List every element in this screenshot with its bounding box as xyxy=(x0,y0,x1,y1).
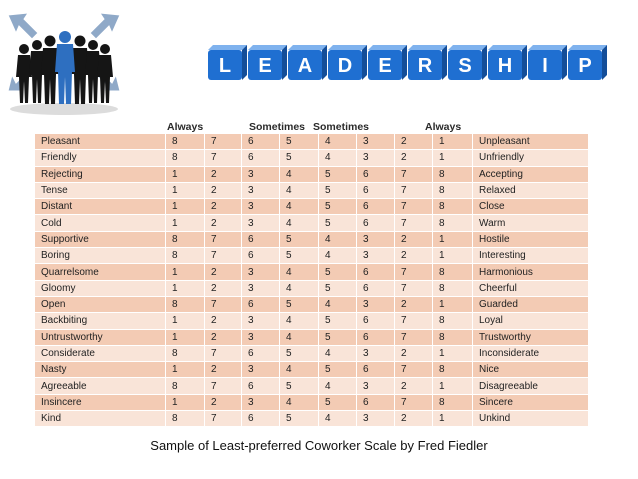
banner-letter: E xyxy=(258,55,272,77)
score-cell: 5 xyxy=(319,166,357,182)
score-cell: 7 xyxy=(395,182,433,198)
table-row xyxy=(35,345,589,361)
score-cell: 3 xyxy=(357,248,395,264)
score-cell: 2 xyxy=(205,215,242,231)
banner-letter: H xyxy=(497,55,513,77)
score-cell: 1 xyxy=(166,280,205,296)
table-row xyxy=(35,150,589,166)
score-cell: 4 xyxy=(280,362,319,378)
right-adjective: Guarded xyxy=(473,296,589,312)
score-cell: 6 xyxy=(242,345,280,361)
score-cell: 7 xyxy=(205,296,242,312)
score-cell: 4 xyxy=(319,150,357,166)
table-row xyxy=(35,411,589,427)
score-cell: 6 xyxy=(357,264,395,280)
score-cell: 2 xyxy=(205,280,242,296)
header-always-left: Always xyxy=(167,121,204,133)
right-adjective: Unpleasant xyxy=(473,134,589,150)
right-adjective: Loyal xyxy=(473,313,589,329)
score-cell: 5 xyxy=(280,378,319,394)
score-cell: 4 xyxy=(280,313,319,329)
score-cell: 5 xyxy=(319,313,357,329)
score-cell: 1 xyxy=(166,166,205,182)
left-adjective: Open xyxy=(35,296,166,312)
table-row xyxy=(35,199,589,215)
table-row xyxy=(35,134,589,150)
score-cell: 3 xyxy=(357,150,395,166)
score-cell: 7 xyxy=(205,134,242,150)
score-cell: 3 xyxy=(357,134,395,150)
table-row xyxy=(35,280,589,296)
score-cell: 8 xyxy=(433,166,473,182)
score-cell: 3 xyxy=(242,199,280,215)
score-cell: 2 xyxy=(395,134,433,150)
table-row xyxy=(35,329,589,345)
score-cell: 1 xyxy=(433,378,473,394)
right-adjective: Harmonious xyxy=(473,264,589,280)
score-cell: 1 xyxy=(166,264,205,280)
score-cell: 4 xyxy=(319,231,357,247)
banner-letter: E xyxy=(378,55,392,77)
score-cell: 6 xyxy=(357,182,395,198)
score-cell: 1 xyxy=(433,231,473,247)
left-adjective: Considerate xyxy=(35,345,166,361)
left-adjective: Kind xyxy=(35,411,166,427)
score-cell: 4 xyxy=(280,182,319,198)
score-cell: 5 xyxy=(280,134,319,150)
left-adjective: Boring xyxy=(35,248,166,264)
score-cell: 2 xyxy=(205,166,242,182)
score-cell: 3 xyxy=(242,182,280,198)
score-cell: 3 xyxy=(357,296,395,312)
score-cell: 8 xyxy=(166,134,205,150)
score-cell: 6 xyxy=(357,199,395,215)
score-cell: 5 xyxy=(319,199,357,215)
score-cell: 2 xyxy=(395,296,433,312)
score-cell: 1 xyxy=(166,394,205,410)
score-cell: 7 xyxy=(395,264,433,280)
left-adjective: Insincere xyxy=(35,394,166,410)
right-adjective: Sincere xyxy=(473,394,589,410)
letter-cube xyxy=(328,45,367,80)
score-cell: 3 xyxy=(242,313,280,329)
score-cell: 5 xyxy=(280,345,319,361)
right-adjective: Relaxed xyxy=(473,182,589,198)
left-adjective: Friendly xyxy=(35,150,166,166)
score-cell: 4 xyxy=(280,394,319,410)
letter-cube xyxy=(208,45,247,80)
score-cell: 4 xyxy=(280,166,319,182)
scale-header xyxy=(34,121,588,133)
table-row xyxy=(35,313,589,329)
score-cell: 5 xyxy=(319,280,357,296)
score-cell: 6 xyxy=(242,378,280,394)
score-cell: 4 xyxy=(280,280,319,296)
score-cell: 3 xyxy=(242,264,280,280)
score-cell: 4 xyxy=(280,215,319,231)
banner-letter: L xyxy=(218,55,232,77)
score-cell: 2 xyxy=(205,329,242,345)
score-cell: 8 xyxy=(433,313,473,329)
header-sometimes-1: Sometimes xyxy=(249,121,306,133)
score-cell: 7 xyxy=(205,248,242,264)
score-cell: 2 xyxy=(205,264,242,280)
banner-letter: S xyxy=(458,55,472,77)
score-cell: 8 xyxy=(433,362,473,378)
score-cell: 6 xyxy=(357,280,395,296)
score-cell: 5 xyxy=(280,411,319,427)
left-adjective: Backbiting xyxy=(35,313,166,329)
score-cell: 5 xyxy=(319,394,357,410)
score-cell: 2 xyxy=(205,362,242,378)
banner-letter: R xyxy=(417,55,433,77)
score-cell: 2 xyxy=(395,150,433,166)
business-team-illustration xyxy=(8,5,120,115)
score-cell: 6 xyxy=(357,313,395,329)
score-cell: 4 xyxy=(319,248,357,264)
score-cell: 1 xyxy=(433,345,473,361)
score-cell: 1 xyxy=(433,296,473,312)
score-cell: 6 xyxy=(242,411,280,427)
score-cell: 7 xyxy=(395,362,433,378)
table-row xyxy=(35,378,589,394)
score-cell: 1 xyxy=(433,248,473,264)
score-cell: 3 xyxy=(242,394,280,410)
score-cell: 6 xyxy=(357,166,395,182)
letter-cube xyxy=(528,45,567,80)
score-cell: 1 xyxy=(166,182,205,198)
score-cell: 1 xyxy=(166,215,205,231)
score-cell: 8 xyxy=(433,199,473,215)
score-cell: 6 xyxy=(242,231,280,247)
right-adjective: Close xyxy=(473,199,589,215)
letter-cube xyxy=(248,45,287,80)
score-cell: 4 xyxy=(280,329,319,345)
score-cell: 6 xyxy=(357,394,395,410)
left-adjective: Agreeable xyxy=(35,378,166,394)
right-adjective: Unfriendly xyxy=(473,150,589,166)
score-cell: 6 xyxy=(242,150,280,166)
score-cell: 3 xyxy=(242,329,280,345)
right-adjective: Hostile xyxy=(473,231,589,247)
banner-letter: I xyxy=(542,55,548,77)
score-cell: 8 xyxy=(166,411,205,427)
score-cell: 6 xyxy=(242,248,280,264)
score-cell: 6 xyxy=(242,296,280,312)
score-cell: 8 xyxy=(166,345,205,361)
score-cell: 8 xyxy=(166,378,205,394)
left-adjective: Tense xyxy=(35,182,166,198)
score-cell: 1 xyxy=(166,362,205,378)
header-always-right: Always xyxy=(425,121,462,133)
score-cell: 8 xyxy=(433,264,473,280)
score-cell: 1 xyxy=(433,150,473,166)
score-cell: 7 xyxy=(395,199,433,215)
score-cell: 3 xyxy=(242,215,280,231)
score-cell: 7 xyxy=(395,329,433,345)
score-cell: 8 xyxy=(433,394,473,410)
letter-cube xyxy=(488,45,527,80)
score-cell: 2 xyxy=(395,378,433,394)
score-cell: 2 xyxy=(395,411,433,427)
right-adjective: Cheerful xyxy=(473,280,589,296)
left-adjective: Rejecting xyxy=(35,166,166,182)
letter-cube xyxy=(368,45,407,80)
table-row xyxy=(35,296,589,312)
score-cell: 6 xyxy=(357,215,395,231)
right-adjective: Accepting xyxy=(473,166,589,182)
score-cell: 5 xyxy=(280,150,319,166)
table-row xyxy=(35,362,589,378)
score-cell: 2 xyxy=(395,231,433,247)
score-cell: 1 xyxy=(166,199,205,215)
score-cell: 3 xyxy=(242,362,280,378)
header-sometimes-2: Sometimes xyxy=(313,121,370,133)
score-cell: 7 xyxy=(205,231,242,247)
score-cell: 2 xyxy=(205,313,242,329)
table-row xyxy=(35,182,589,198)
score-cell: 5 xyxy=(280,296,319,312)
score-cell: 3 xyxy=(357,378,395,394)
score-cell: 7 xyxy=(205,345,242,361)
left-adjective: Quarrelsome xyxy=(35,264,166,280)
score-cell: 5 xyxy=(319,264,357,280)
score-cell: 4 xyxy=(319,345,357,361)
lpc-table xyxy=(34,133,589,427)
score-cell: 7 xyxy=(395,313,433,329)
score-cell: 6 xyxy=(357,362,395,378)
right-adjective: Unkind xyxy=(473,411,589,427)
right-adjective: Inconsiderate xyxy=(473,345,589,361)
score-cell: 7 xyxy=(205,150,242,166)
left-adjective: Supportive xyxy=(35,231,166,247)
lpc-scale xyxy=(34,121,588,427)
table-row xyxy=(35,231,589,247)
banner-letter: D xyxy=(337,55,353,77)
score-cell: 7 xyxy=(395,215,433,231)
score-cell: 7 xyxy=(205,378,242,394)
leadership-banner xyxy=(206,44,616,88)
right-adjective: Interesting xyxy=(473,248,589,264)
score-cell: 6 xyxy=(242,134,280,150)
score-cell: 4 xyxy=(319,411,357,427)
score-cell: 2 xyxy=(395,345,433,361)
score-cell: 7 xyxy=(205,411,242,427)
letter-cube xyxy=(288,45,327,80)
score-cell: 5 xyxy=(319,362,357,378)
score-cell: 8 xyxy=(433,280,473,296)
score-cell: 7 xyxy=(395,166,433,182)
score-cell: 7 xyxy=(395,280,433,296)
score-cell: 8 xyxy=(166,231,205,247)
score-cell: 4 xyxy=(319,134,357,150)
score-cell: 3 xyxy=(242,280,280,296)
score-cell: 2 xyxy=(205,199,242,215)
score-cell: 5 xyxy=(319,215,357,231)
banner-letter: A xyxy=(297,55,313,77)
score-cell: 6 xyxy=(357,329,395,345)
score-cell: 4 xyxy=(319,378,357,394)
caption: Sample of Least-preferred Coworker Scale by Fred Fiedler xyxy=(150,438,488,453)
score-cell: 4 xyxy=(280,264,319,280)
score-cell: 5 xyxy=(280,231,319,247)
score-cell: 3 xyxy=(242,166,280,182)
letter-cube xyxy=(408,45,447,80)
score-cell: 1 xyxy=(166,313,205,329)
score-cell: 2 xyxy=(395,248,433,264)
right-adjective: Trustworthy xyxy=(473,329,589,345)
table-row xyxy=(35,215,589,231)
score-cell: 3 xyxy=(357,411,395,427)
score-cell: 1 xyxy=(433,411,473,427)
score-cell: 2 xyxy=(205,394,242,410)
score-cell: 7 xyxy=(395,394,433,410)
score-cell: 2 xyxy=(205,182,242,198)
score-cell: 3 xyxy=(357,345,395,361)
left-adjective: Nasty xyxy=(35,362,166,378)
score-cell: 4 xyxy=(280,199,319,215)
table-row xyxy=(35,394,589,410)
table-row xyxy=(35,166,589,182)
left-adjective: Distant xyxy=(35,199,166,215)
score-cell: 8 xyxy=(433,215,473,231)
score-cell: 1 xyxy=(166,329,205,345)
score-cell: 8 xyxy=(166,248,205,264)
left-adjective: Pleasant xyxy=(35,134,166,150)
right-adjective: Warm xyxy=(473,215,589,231)
score-cell: 8 xyxy=(433,182,473,198)
score-cell: 8 xyxy=(433,329,473,345)
score-cell: 5 xyxy=(319,182,357,198)
right-adjective: Nice xyxy=(473,362,589,378)
left-adjective: Gloomy xyxy=(35,280,166,296)
table-row xyxy=(35,264,589,280)
score-cell: 5 xyxy=(280,248,319,264)
score-cell: 8 xyxy=(166,150,205,166)
score-cell: 1 xyxy=(433,134,473,150)
right-adjective: Disagreeable xyxy=(473,378,589,394)
letter-cube xyxy=(448,45,487,80)
score-cell: 4 xyxy=(319,296,357,312)
table-row xyxy=(35,248,589,264)
score-cell: 3 xyxy=(357,231,395,247)
left-adjective: Untrustworthy xyxy=(35,329,166,345)
score-cell: 5 xyxy=(319,329,357,345)
score-cell: 8 xyxy=(166,296,205,312)
left-adjective: Cold xyxy=(35,215,166,231)
banner-letter: P xyxy=(578,55,592,77)
letter-cube xyxy=(568,45,607,80)
